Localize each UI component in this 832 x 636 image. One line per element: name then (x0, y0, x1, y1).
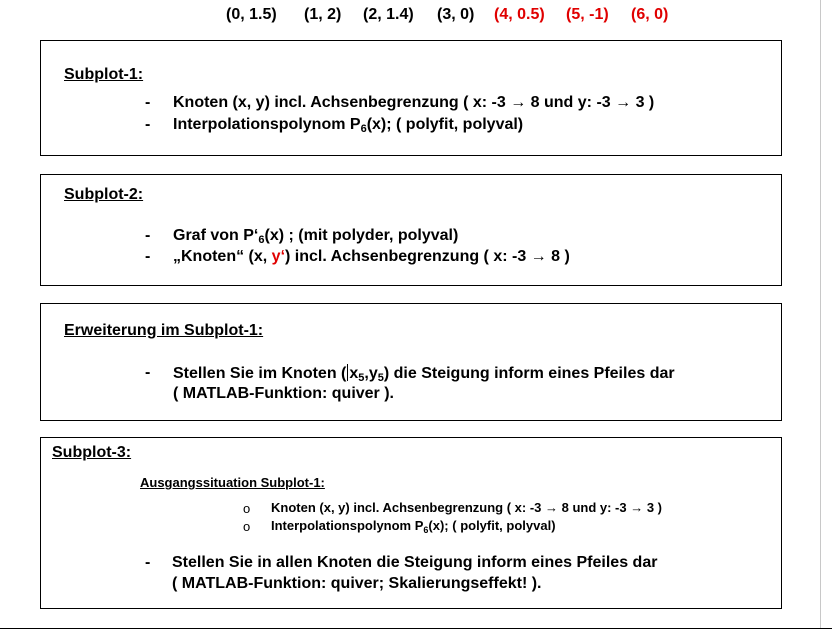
dash-marker: - (145, 248, 151, 265)
extension-title: Erweiterung im Subplot-1: (64, 322, 264, 339)
point-6-highlighted: (6, 0) (631, 6, 669, 23)
subplot-1-title: Subplot-1: (64, 66, 144, 83)
extension-line-2: ( MATLAB-Funktion: quiver ). (173, 385, 394, 402)
extension-box (40, 303, 782, 421)
subplot-2-box (40, 174, 782, 286)
subplot-1-box (40, 40, 782, 156)
subplot-3-bullet-2: Interpolationspolynom $P_6(x)$; ( polyfit, polyval) (271, 518, 556, 535)
subplot-1-line-1: Knoten (x, y) incl. Achsenbegrenzung ( x: -3 → 8 und y: -3 → 3 ) (173, 94, 655, 111)
point-4-highlighted: (4, 0.5) (494, 6, 545, 23)
point-3: (3, 0) (437, 6, 475, 23)
bullet-marker: o (243, 519, 251, 534)
subplot-3-line-2: ( MATLAB-Funktion: quiver; Skalierungseffekt! ). (172, 575, 542, 592)
point-0: (0, 1.5) (226, 6, 277, 23)
dash-marker: - (145, 554, 151, 571)
subplot-3-subtitle: Ausgangssituation Subplot-1: (140, 475, 325, 490)
subplot-3-title: Subplot-3: (52, 444, 132, 461)
extension-line-1: Stellen Sie im Knoten ( $x_5,y_5$) die Steigung inform eines Pfeiles dar (173, 365, 675, 384)
subplot-3-bullet-1: Knoten (x, y) incl. Achsenbegrenzung ( x: -3 → 8 und y: -3 → 3 ) (271, 500, 663, 515)
bottom-edge-rule (0, 628, 832, 629)
subplot-2-line-2: „Knoten“ (x, y‘) incl. Achsenbegrenzung ( x: -3 → 8 ) (173, 248, 570, 265)
subplot-2-line-1: Graf von $P‘_6(x)$ ; (mit polyder, polyval) (173, 227, 459, 246)
dash-marker: - (145, 227, 151, 244)
right-edge-rule (820, 0, 821, 628)
dash-marker: - (145, 364, 151, 381)
subplot-3-box (40, 437, 782, 609)
subplot-3-line-1: Stellen Sie in allen Knoten die Steigung inform eines Pfeiles dar (172, 554, 658, 571)
bullet-marker: o (243, 501, 251, 516)
point-5-highlighted: (5, -1) (566, 6, 609, 23)
subplot-2-title: Subplot-2: (64, 186, 144, 203)
dash-marker: - (145, 94, 151, 111)
point-2: (2, 1.4) (363, 6, 414, 23)
subplot-1-line-2: Interpolationspolynom $P_6(x)$; ( polyfit, polyval) (173, 116, 524, 135)
point-1: (1, 2) (304, 6, 342, 23)
dash-marker: - (145, 116, 151, 133)
